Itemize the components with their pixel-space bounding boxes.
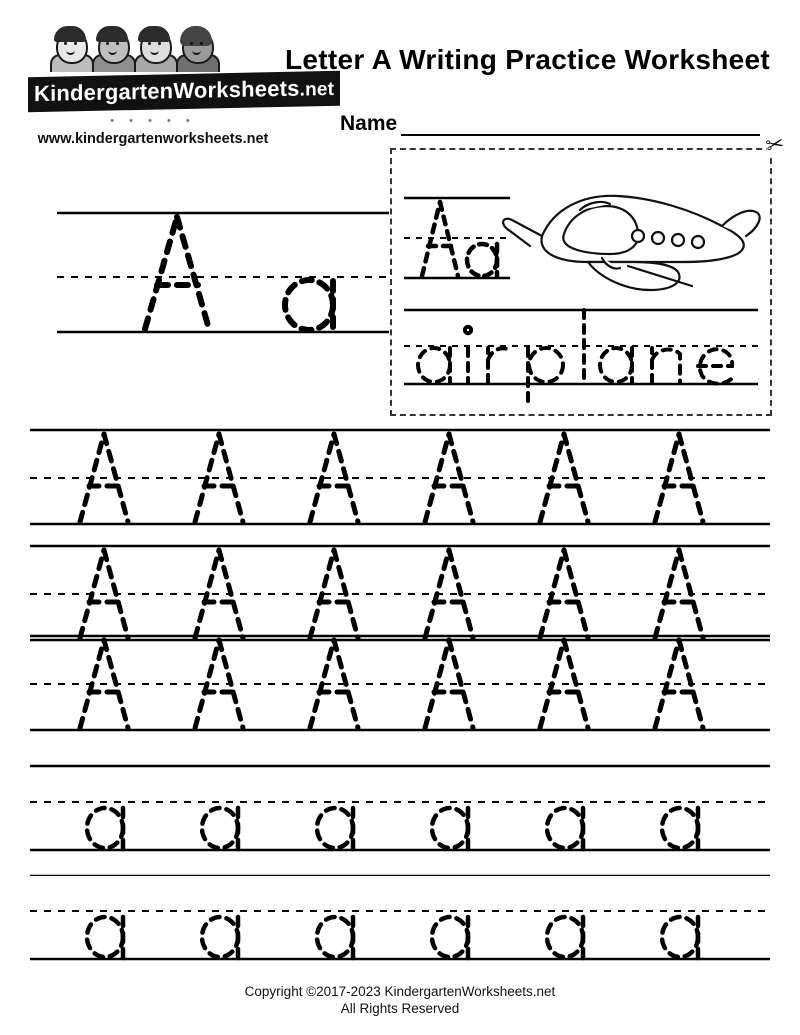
scissors-icon: ✂	[763, 130, 787, 159]
logo-wordmark	[28, 71, 340, 113]
logo-dots: • • • • •	[110, 115, 196, 127]
practice-row-svg	[30, 905, 770, 967]
copyright-text: Copyright ©2017-2023 KindergartenWorksheets.net	[244, 984, 556, 999]
trace-letter-a-lower	[547, 917, 583, 958]
airplane-illustration-icon	[503, 196, 760, 290]
trace-letter-a-lower	[547, 808, 583, 849]
page-header	[0, 20, 800, 147]
trace-letter-a-lower	[202, 808, 238, 849]
kid-figure-icon	[90, 26, 134, 72]
trace-letter-a-lower	[202, 917, 238, 958]
trace-letter-a-lower	[662, 917, 698, 958]
demo-letters-svg	[57, 205, 389, 345]
demo-uppercase-a	[145, 217, 209, 329]
name-label: Name	[340, 112, 398, 135]
trace-letter-a	[310, 550, 358, 638]
trace-letter-a	[310, 434, 358, 522]
practice-row-lowercase-1	[30, 796, 770, 881]
trace-letter-a-lower	[87, 917, 123, 958]
practice-row-svg	[30, 630, 770, 780]
trace-letter-a-lower	[87, 808, 123, 849]
site-url: www.kindergartenworksheets.net	[37, 131, 269, 147]
practice-row-svg	[30, 796, 770, 876]
page-footer	[0, 983, 800, 1017]
kid-figure-icon	[132, 26, 176, 72]
trace-letter-a-lower	[432, 917, 468, 958]
trace-letter-a-lower	[662, 808, 698, 849]
card-word-airplane	[418, 310, 734, 408]
kids-illustration-icon	[48, 26, 258, 72]
trace-letter-a-lower	[317, 917, 353, 958]
logo-word-worksheets: Worksheets	[173, 75, 300, 104]
page-title: Letter A Writing Practice Worksheet	[284, 44, 771, 75]
cutout-card-svg	[392, 150, 770, 414]
rights-text: All Rights Reserved	[340, 1001, 460, 1016]
practice-row-svg	[30, 424, 770, 534]
trace-letter-a-lower	[432, 808, 468, 849]
demo-lowercase-a	[285, 280, 333, 330]
name-field-row	[340, 112, 760, 136]
logo-word-tld: .net	[299, 78, 335, 101]
trace-letter-a-lower	[317, 808, 353, 849]
kid-figure-icon	[48, 26, 92, 72]
practice-row-uppercase-3	[30, 630, 770, 785]
practice-row-uppercase-1	[30, 424, 770, 539]
name-input-line[interactable]	[401, 114, 760, 136]
cutout-card	[390, 130, 787, 416]
demo-letters-block	[57, 205, 387, 340]
card-lowercase-a	[467, 244, 497, 276]
practice-row-lowercase-2	[30, 905, 770, 972]
trace-letter-a	[310, 640, 358, 728]
logo-word-kindergarten: Kindergarten	[34, 78, 174, 107]
kid-figure-icon	[174, 26, 218, 72]
site-logo[interactable]	[28, 26, 335, 147]
